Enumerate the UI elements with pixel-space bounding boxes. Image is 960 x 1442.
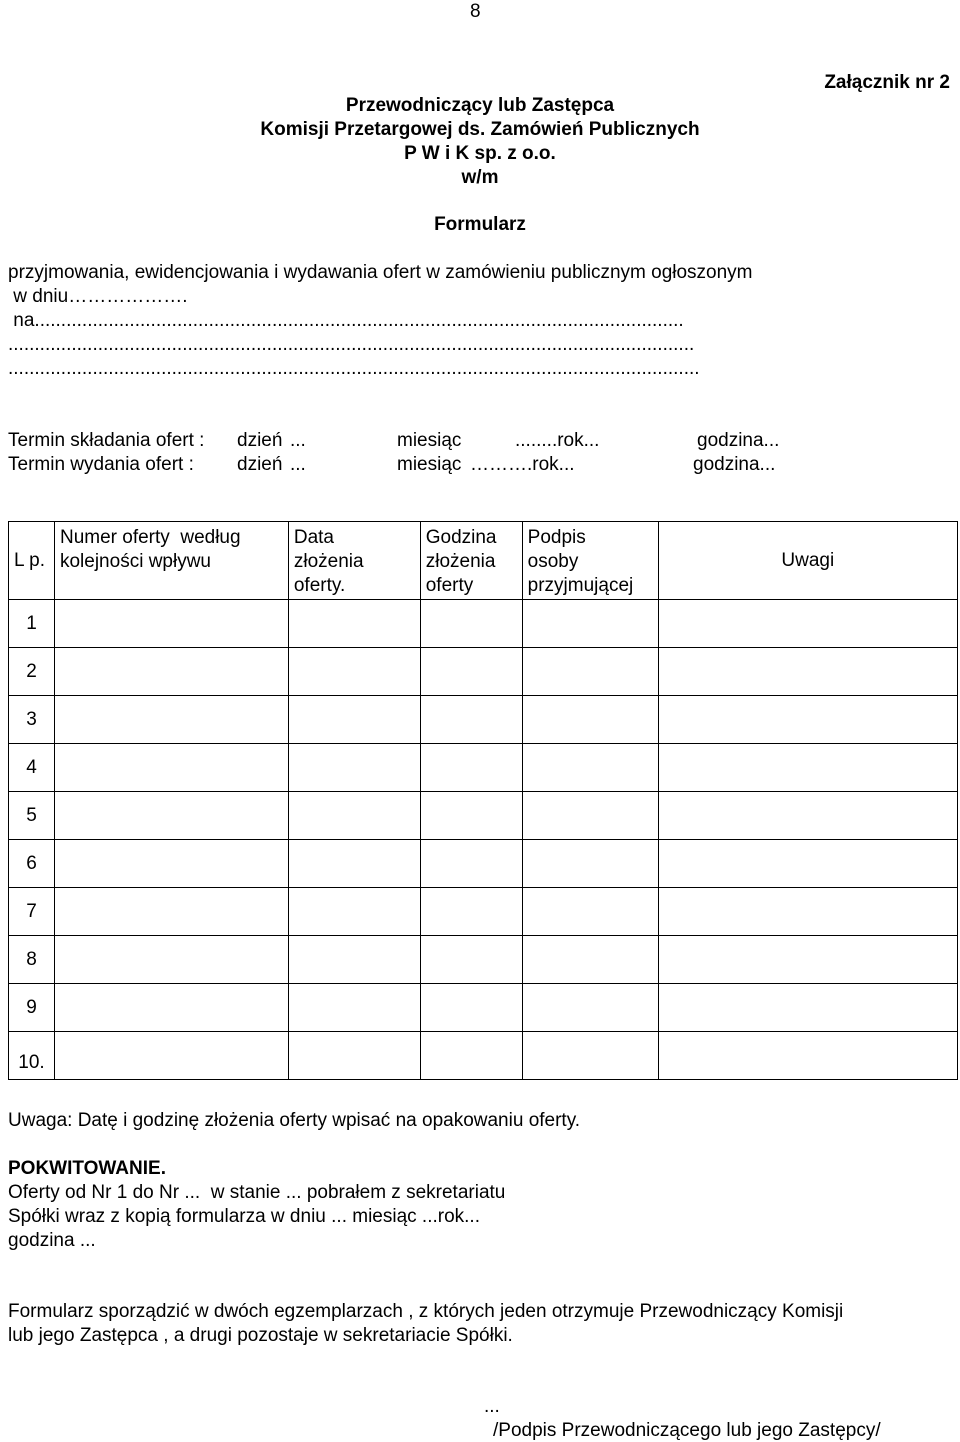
deadline-year: ……….rok... [470,454,575,475]
deadline-day: dzień [237,454,283,475]
deadline-label: Termin składania ofert : [8,430,205,451]
cell-remarks[interactable] [658,648,957,696]
deadline-month: miesiąc [397,454,462,475]
addressee-line: w/m [461,167,499,188]
footer-line: Formularz sporządzić w dwóch egzemplarzach , z których jeden otrzymuje Przewodniczący Komisji [8,1301,844,1322]
row-number: 4 [9,744,55,792]
cell-date[interactable] [288,888,420,936]
form-title: Formularz [434,214,526,235]
cell-offer-number[interactable] [54,744,288,792]
cell-signature[interactable] [522,984,658,1032]
cell-offer-number[interactable] [54,600,288,648]
deadline-hour: godzina... [693,454,776,475]
signature-dots: ... [484,1396,500,1417]
addressee-line: Przewodniczący lub Zastępca [345,95,615,116]
receipt-line: godzina ... [8,1230,96,1251]
row-number: 7 [9,888,55,936]
table-row [9,648,958,696]
cell-remarks[interactable] [658,936,957,984]
page-number: 8 [470,1,481,22]
table-row [9,984,958,1032]
deadline-label: Termin wydania ofert : [8,454,194,475]
intro-date-line: w dniu………………. [8,286,188,307]
cell-date[interactable] [288,648,420,696]
cell-remarks[interactable] [658,840,957,888]
table-row [9,936,958,984]
cell-date[interactable] [288,984,420,1032]
cell-offer-number[interactable] [54,648,288,696]
intro-dots-line: .................................................................................................................................. [8,334,695,355]
row-number: 2 [9,648,55,696]
table-header-row [9,522,958,600]
row-number: 8 [9,936,55,984]
cell-remarks[interactable] [658,792,957,840]
cell-hour[interactable] [420,744,522,792]
cell-signature[interactable] [522,792,658,840]
offers-register-table [8,521,958,1080]
deadline-hour: godzina... [697,430,780,451]
cell-date[interactable] [288,1032,420,1080]
header-date: Data złożenia oferty. [288,522,420,600]
table-row [9,744,958,792]
cell-hour[interactable] [420,984,522,1032]
cell-date[interactable] [288,696,420,744]
cell-signature[interactable] [522,840,658,888]
deadline-month: miesiąc [397,430,462,451]
cell-offer-number[interactable] [54,888,288,936]
receipt-line: Spółki wraz z kopią formularza w dniu ... miesiąc ...rok... [8,1206,480,1227]
cell-hour[interactable] [420,696,522,744]
cell-hour[interactable] [420,600,522,648]
cell-signature[interactable] [522,888,658,936]
cell-remarks[interactable] [658,984,957,1032]
note-text: Uwaga: Datę i godzinę złożenia oferty wpisać na opakowaniu oferty. [8,1110,581,1131]
deadline-day-dots: ... [290,454,306,475]
cell-hour[interactable] [420,792,522,840]
cell-signature[interactable] [522,744,658,792]
cell-signature[interactable] [522,936,658,984]
intro-line: przyjmowania, ewidencjowania i wydawania ofert w zamówieniu publicznym ogłoszonym [8,262,753,283]
cell-offer-number[interactable] [54,696,288,744]
header-lp: L p. [9,522,55,600]
cell-hour[interactable] [420,840,522,888]
table-row [9,600,958,648]
cell-remarks[interactable] [658,1032,957,1080]
attachment-label: Załącznik nr 2 [824,72,950,93]
cell-date[interactable] [288,840,420,888]
cell-offer-number[interactable] [54,936,288,984]
row-number: 1 [9,600,55,648]
intro-dots-line: ................................................................................................................................... [8,358,700,379]
cell-signature[interactable] [522,600,658,648]
cell-hour[interactable] [420,936,522,984]
header-offer-number: Numer oferty według kolejności wpływu [54,522,288,600]
row-number: 10. [9,1032,55,1080]
receipt-title: POKWITOWANIE. [8,1158,166,1179]
addressee-line: P W i K sp. z o.o. [404,143,556,164]
cell-offer-number[interactable] [54,1032,288,1080]
header-hour: Godzina złożenia oferty [420,522,522,600]
cell-hour[interactable] [420,648,522,696]
cell-hour[interactable] [420,1032,522,1080]
cell-date[interactable] [288,744,420,792]
table-row [9,840,958,888]
cell-remarks[interactable] [658,600,957,648]
cell-remarks[interactable] [658,744,957,792]
signature-label: /Podpis Przewodniczącego lub jego Zastępcy/ [493,1420,881,1441]
row-number: 5 [9,792,55,840]
cell-offer-number[interactable] [54,792,288,840]
deadline-day: dzień [237,430,283,451]
cell-remarks[interactable] [658,888,957,936]
cell-hour[interactable] [420,888,522,936]
addressee-line: Komisji Przetargowej ds. Zamówień Publicznych [260,119,700,140]
cell-signature[interactable] [522,1032,658,1080]
deadline-year: ........rok... [515,430,600,451]
cell-signature[interactable] [522,696,658,744]
cell-date[interactable] [288,600,420,648]
row-number: 3 [9,696,55,744]
cell-remarks[interactable] [658,696,957,744]
cell-date[interactable] [288,792,420,840]
cell-signature[interactable] [522,648,658,696]
table-row [9,696,958,744]
footer-line: lub jego Zastępca , a drugi pozostaje w sekretariacie Spółki. [8,1325,513,1346]
row-number: 6 [9,840,55,888]
table-row [9,888,958,936]
intro-subject-line: na........................................................................................................................... [8,310,684,331]
table-row [9,1032,958,1080]
cell-date[interactable] [288,936,420,984]
receipt-line: Oferty od Nr 1 do Nr ... w stanie ... pobrałem z sekretariatu [8,1182,506,1203]
row-number: 9 [9,984,55,1032]
table-row [9,792,958,840]
deadline-day-dots: ... [290,430,306,451]
header-signature: Podpis osoby przyjmującej [522,522,658,600]
header-remarks: Uwagi [658,522,957,600]
cell-offer-number[interactable] [54,984,288,1032]
cell-offer-number[interactable] [54,840,288,888]
